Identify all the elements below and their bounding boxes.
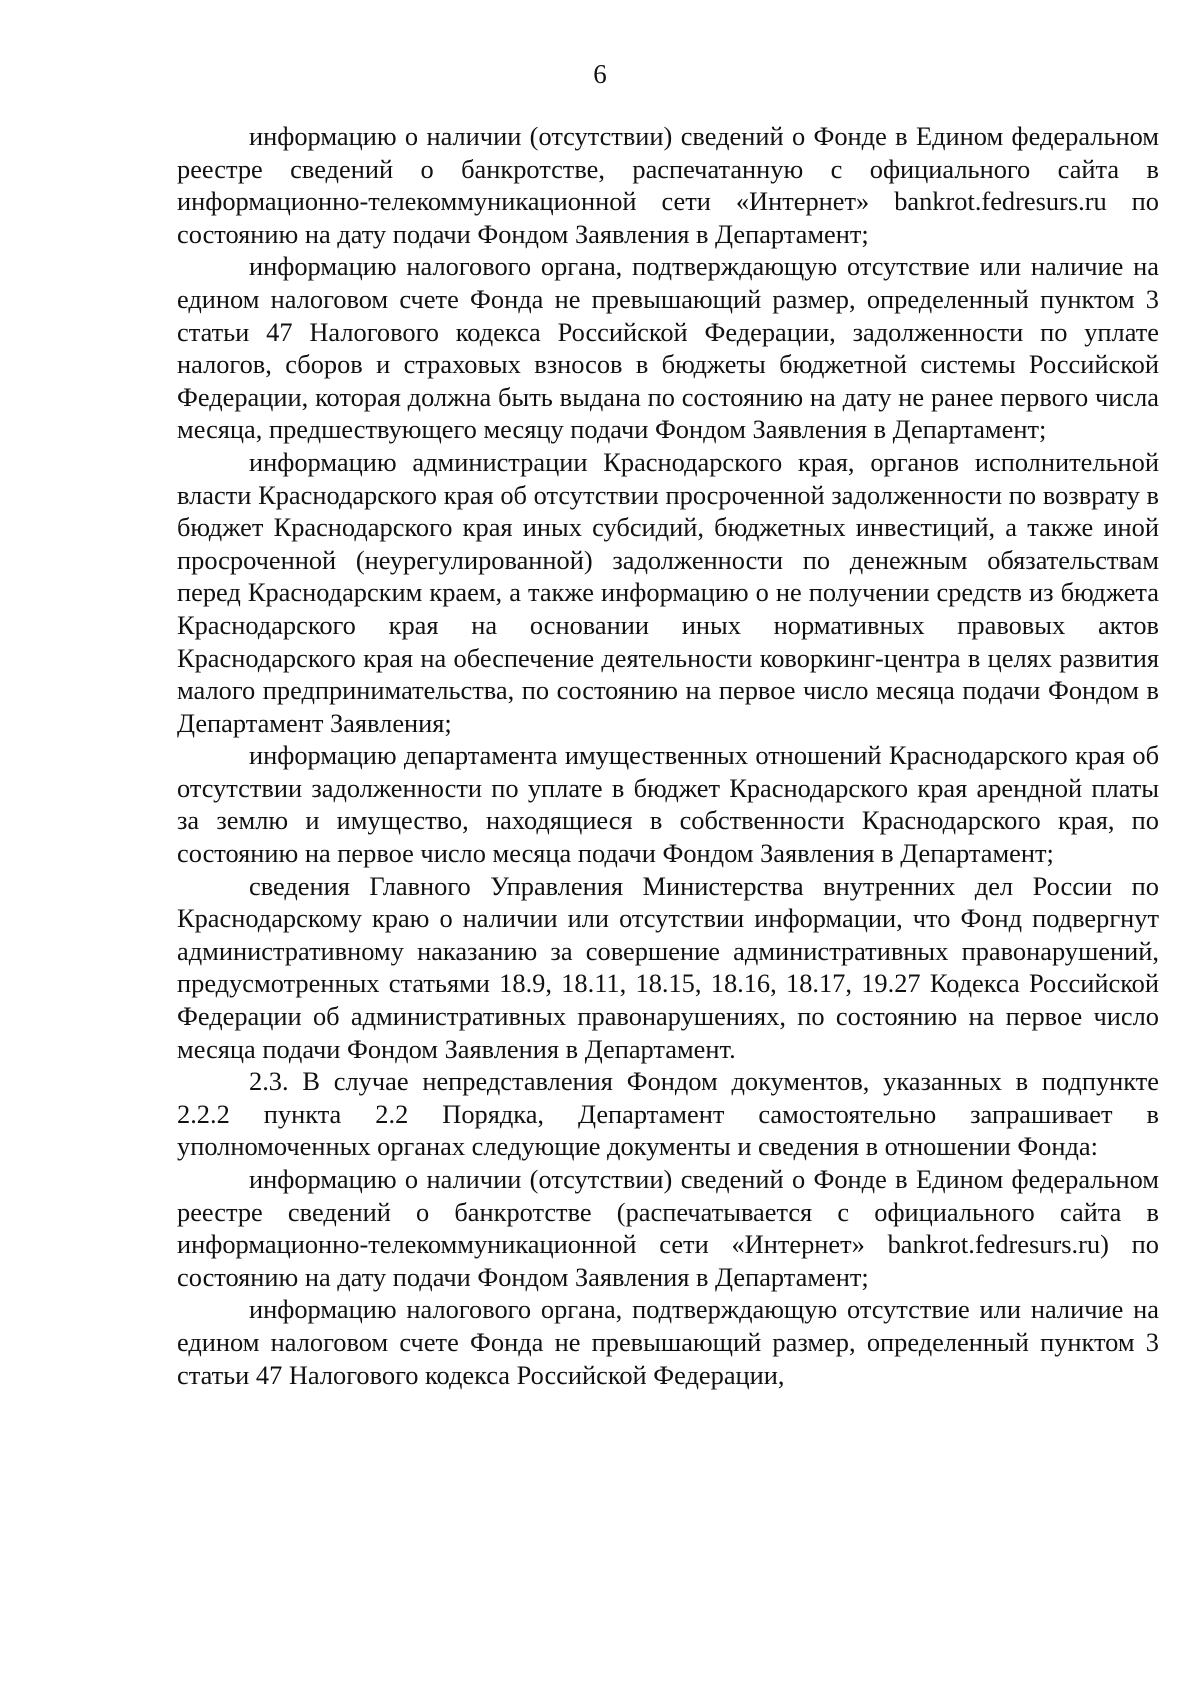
page-number: 6 — [593, 59, 607, 89]
paragraph-section-2-3: 2.3. В случае непредставления Фондом документов, указанных в подпункте 2.2.2 пункта 2.2 Порядка, Департамент самостоятельно запрашивает в уполномоченных органах следующие документы и сведения в отношении Фонда: — [177, 1066, 1159, 1162]
paragraph-tax-authority-info: информацию налогового органа, подтверждающую отсутствие или наличие на едином налоговом счете Фонда не превышающий размер, определенный пунктом 3 статьи 47 Налогового кодекса Российской Федерации, задолженности по уплате налогов, сборов и страховых взносов в бюджеты бюджетной системы Российской Федерации, которая должна быть выдана по состоянию на дату не ранее первого числа месяца, предшествующего месяцу подачи Фондом Заявления в Департамент; — [177, 251, 1159, 445]
paragraph-bankruptcy-info-request: информацию о наличии (отсутствии) сведений о Фонде в Едином федеральном реестре сведений о банкротстве (распечатывается с официального сайта в информационно-телекоммуникационной сети «Интернет» bankrot.fedresurs.ru) по состоянию на дату подачи Фондом Заявления в Департамент; — [177, 1164, 1159, 1292]
paragraph-bankruptcy-info: информацию о наличии (отсутствии) сведений о Фонде в Едином федеральном реестре сведений о банкротстве, распечатанную с официального сайта в информационно-телекоммуникационной сети «Интернет» bankrot.fedresurs.ru по состоянию на дату подачи Фондом Заявления в Департамент; — [177, 121, 1159, 249]
paragraph-interior-ministry-info: сведения Главного Управления Министерства внутренних дел России по Краснодарскому краю о наличии или отсутствии информации, что Фонд подвергнут административному наказанию за совершение административных правонарушений, предусмотренных статьями 18.9, 18.11, 18.15, 18.16, 18.17, 19.27 Кодекса Российской Федерации об административных правонарушениях, по состоянию на первое число месяца подачи Фондом Заявления в Департамент. — [177, 870, 1159, 1064]
document-body — [177, 120, 1159, 1391]
paragraph-tax-authority-info-request: информацию налогового органа, подтверждающую отсутствие или наличие на едином налоговом счете Фонда не превышающий размер, определенный пунктом 3 статьи 47 Налогового кодекса Российской Федерации, — [177, 1294, 1159, 1390]
paragraph-property-relations-info: информацию департамента имущественных отношений Краснодарского края об отсутствии задолженности по уплате в бюджет Краснодарского края арендной платы за землю и имущество, находящиеся в собственности Краснодарского края, по состоянию на первое число месяца подачи Фондом Заявления в Департамент; — [177, 740, 1159, 869]
paragraph-regional-administration-info: информацию администрации Краснодарского края, органов исполнительной власти Краснодарского края об отсутствии просроченной задолженности по возврату в бюджет Краснодарского края иных субсидий, бюджетных инвестиций, а также иной просроченной (неурегулированной) задолженности по денежным обязательствам перед Краснодарским краем, а также информацию о не получении средств из бюджета Краснодарского края на основании иных нормативных правовых актов Краснодарского края на обеспечение деятельности коворкинг-центра в целях развития малого предпринимательства, по состоянию на первое число месяца подачи Фондом в Департамент Заявления; — [177, 446, 1159, 738]
